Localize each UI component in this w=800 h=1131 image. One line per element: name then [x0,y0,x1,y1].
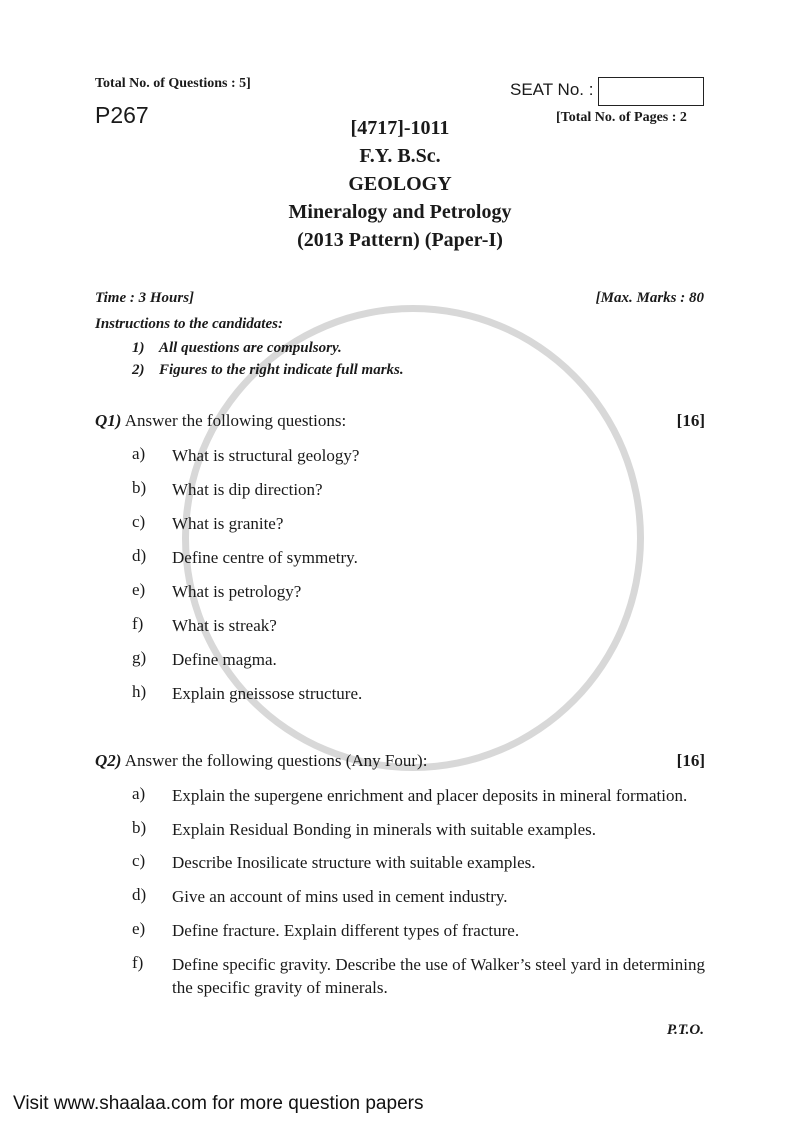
item-text: Give an account of mins used in cement industry. [172,887,508,906]
question-number: Q1) [95,411,122,430]
instruction-num: 2) [132,362,145,378]
time: Time : 3 Hours] [95,290,195,306]
exam-code: [4717]-1011 [350,117,450,139]
item-label: f) [132,614,144,633]
instruction-num: 1) [132,340,145,356]
item-text: Explain Residual Bonding in minerals with suitable examples. [172,820,596,839]
total-pages: [Total No. of Pages : 2 [556,110,687,125]
item-text: Explain the supergene enrichment and placer deposits in mineral formation. [172,786,688,805]
item-text: What is dip direction? [172,480,323,499]
item-label: a) [132,444,146,463]
seat-number-box[interactable] [598,77,704,106]
item-label: c) [132,512,146,531]
item-label: g) [132,648,147,667]
item-label: e) [132,919,146,938]
item-label: a) [132,784,146,803]
question-2-heading [95,751,705,771]
item-label: f) [132,953,144,972]
item-label: d) [132,885,147,904]
item-text: What is granite? [172,514,284,533]
item-label: d) [132,546,147,565]
item-text: Describe Inosilicate structure with suitable examples. [172,853,536,872]
footer-link-text[interactable]: Visit www.shaalaa.com for more question papers [13,1093,424,1114]
subject: GEOLOGY [348,173,452,195]
item-text: Define specific gravity. Describe the use of Walker’s steel yard in determining the specific gravity of minerals. [172,955,705,997]
item-text: Explain gneissose structure. [172,684,363,703]
course: F.Y. B.Sc. [359,145,441,167]
item-text: What is structural geology? [172,446,360,465]
paper-code: P267 [95,102,149,128]
total-questions: Total No. of Questions : 5] [95,76,251,91]
pto: P.T.O. [666,1022,704,1038]
seat-label: SEAT No. : [510,80,594,99]
question-number: Q2) [95,751,122,770]
question-text: Answer the following questions (Any Four): [124,751,428,770]
instruction-text: All questions are compulsory. [159,340,342,356]
item-text: What is streak? [172,616,277,635]
item-text: Define centre of symmetry. [172,548,358,567]
instruction-1 [132,340,342,357]
paper-title: Mineralogy and Petrology [288,201,512,223]
max-marks: [Max. Marks : 80 [595,290,704,306]
question-text: Answer the following questions: [124,411,347,430]
item-label: c) [132,851,146,870]
item-text: Define magma. [172,650,277,669]
question-marks: [16] [676,751,705,770]
pattern: (2013 Pattern) (Paper-I) [297,229,503,251]
instruction-2 [132,362,404,379]
item-text: What is petrology? [172,582,302,601]
question-marks: [16] [676,411,705,430]
instruction-text: Figures to the right indicate full marks. [159,362,404,378]
item-label: b) [132,478,147,497]
question-1-heading [95,411,705,431]
item-label: b) [132,818,147,837]
item-text: Define fracture. Explain different types of fracture. [172,921,520,940]
item-label: e) [132,580,146,599]
instructions-title: Instructions to the candidates: [95,316,283,332]
item-label: h) [132,682,147,701]
